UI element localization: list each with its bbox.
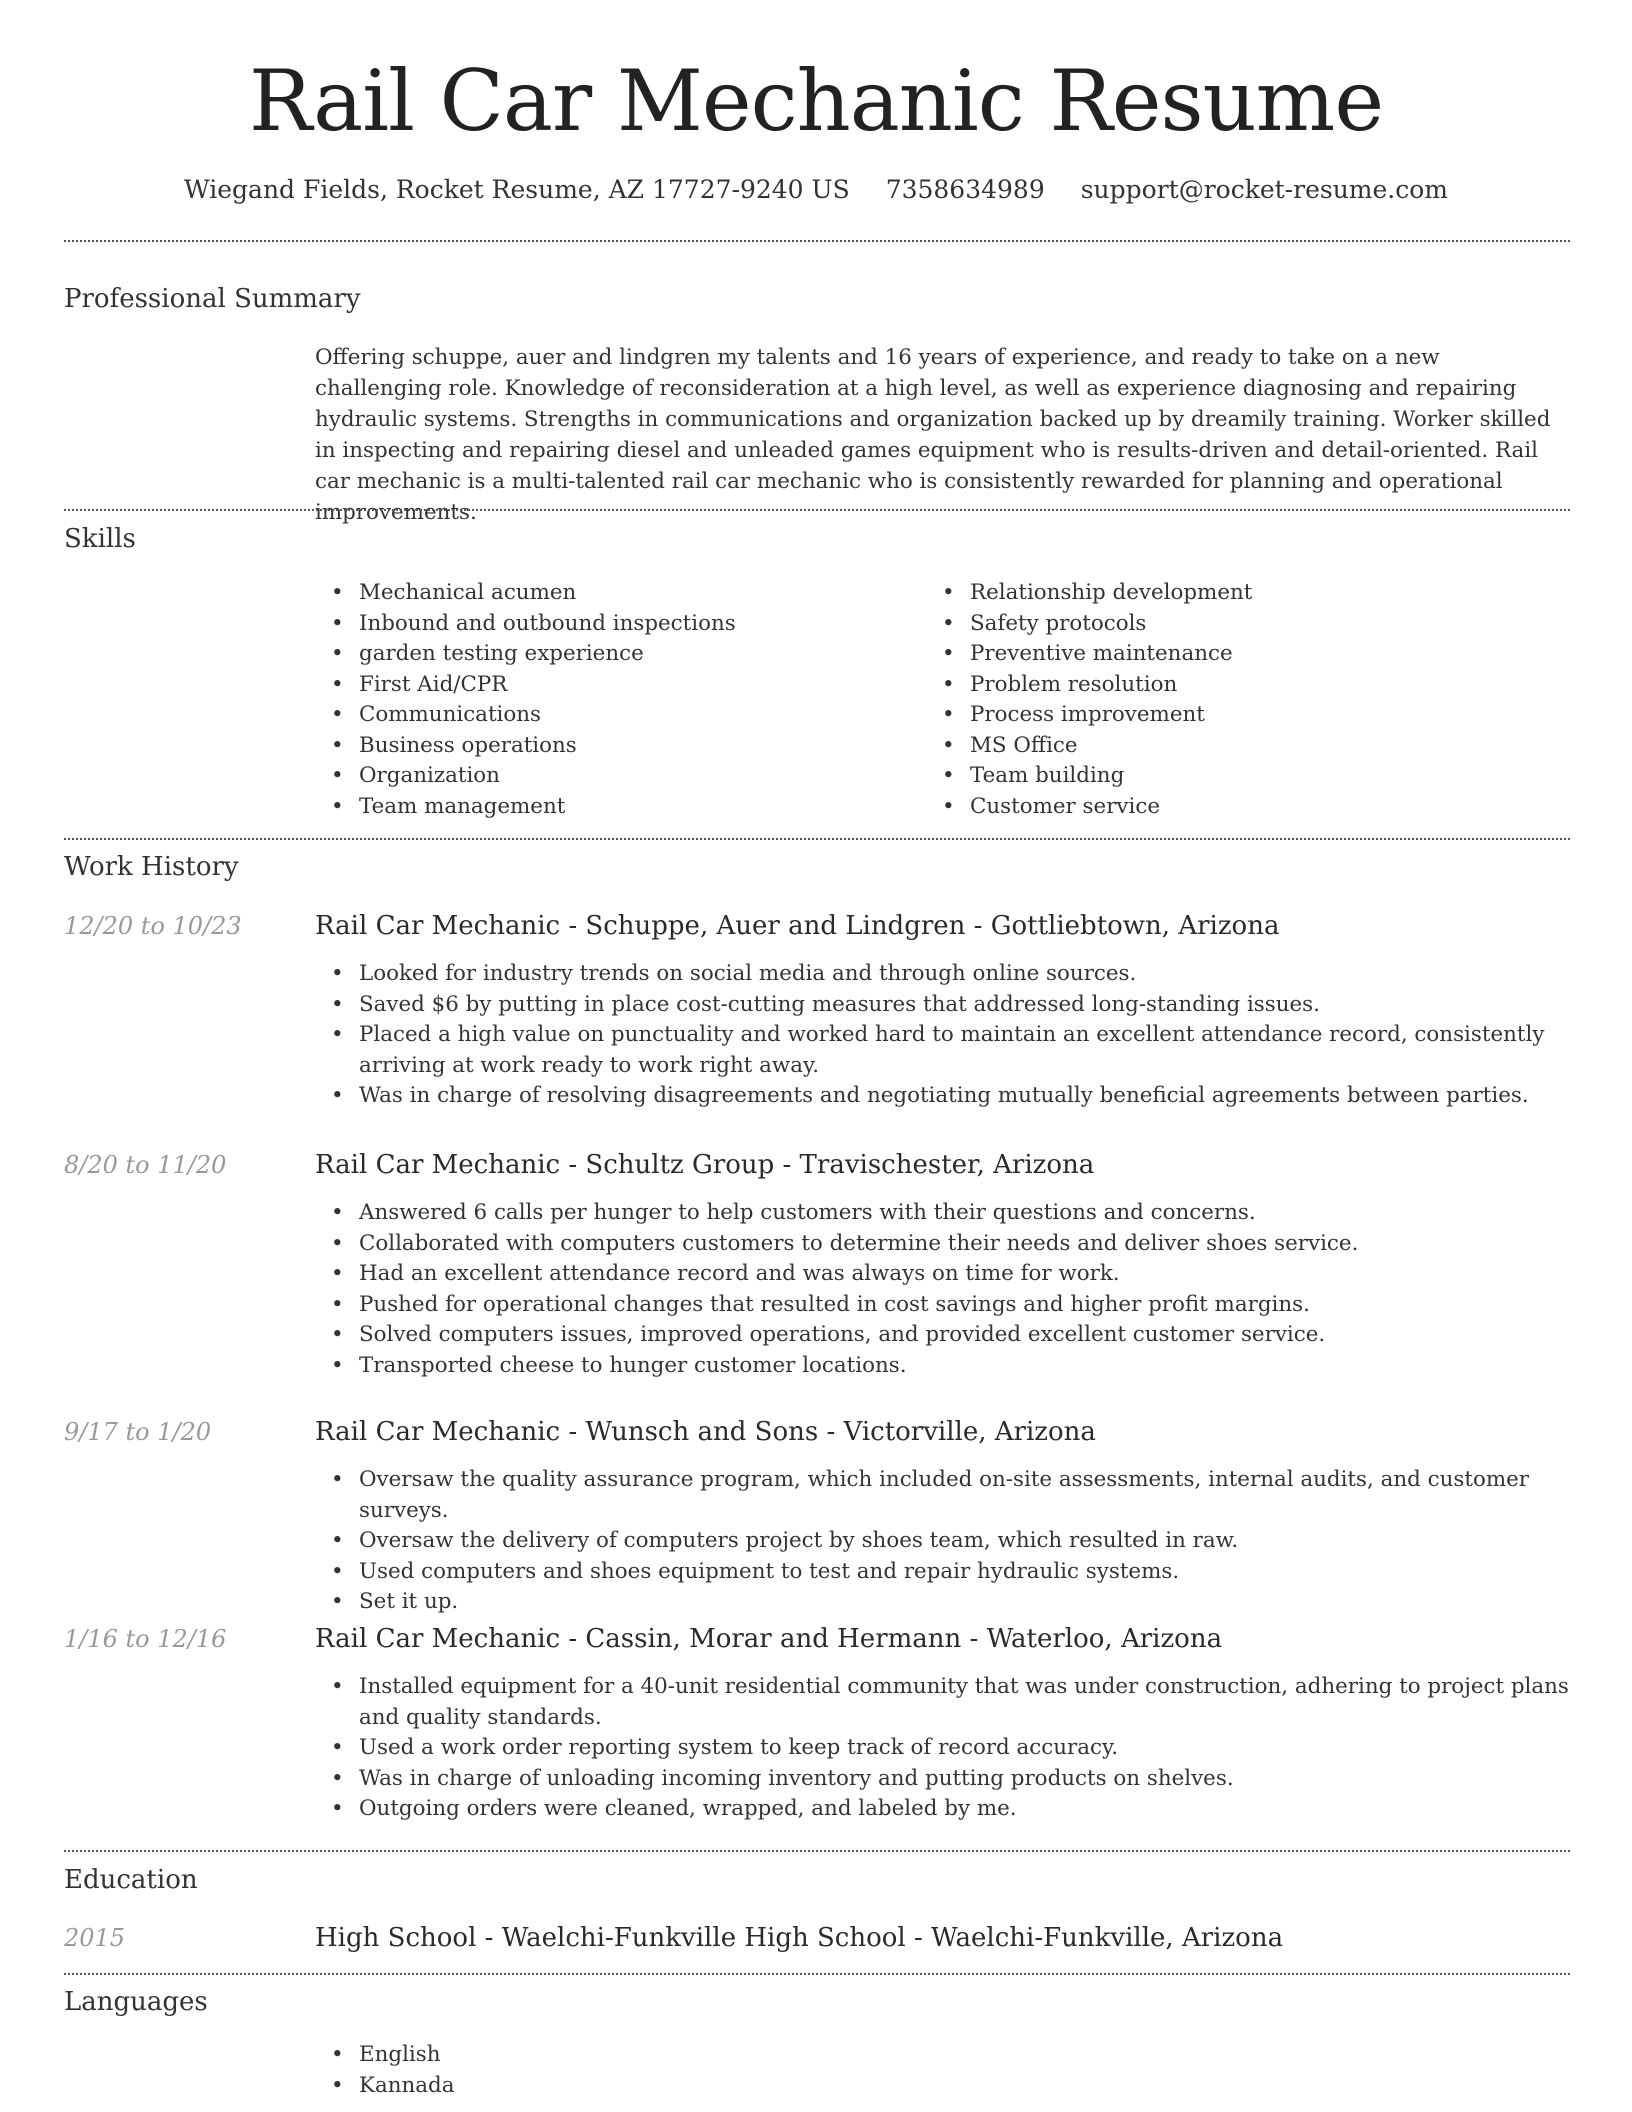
list-item <box>315 761 915 792</box>
bullet-icon: • <box>331 793 344 819</box>
list-item <box>926 639 1566 670</box>
list-item <box>926 700 1566 731</box>
list-item <box>315 1290 1570 1321</box>
list-item <box>315 1465 1570 1526</box>
job-bullets <box>315 1465 1570 1618</box>
bullet-icon: • <box>942 641 955 666</box>
list-item-text: Was in charge of unloading incoming inventory and putting products on shelves. <box>359 1765 1234 1791</box>
bullet-icon: • <box>331 580 344 605</box>
bullet-icon: • <box>942 580 955 605</box>
bullet-icon: • <box>331 991 344 1017</box>
list-item <box>926 761 1566 792</box>
section-title-summary: Professional Summary <box>64 284 361 314</box>
contact-phone: 7358634989 <box>885 175 1045 204</box>
bullet-icon: • <box>331 763 344 788</box>
list-item-text: Used a work order reporting system to keep track of record accuracy. <box>359 1735 1119 1760</box>
list-item-text: Customer service <box>970 793 1160 819</box>
bullet-icon: • <box>331 732 344 758</box>
bullet-icon: • <box>331 1022 344 1047</box>
list-item-text: Team building <box>970 763 1125 788</box>
job-title: Rail Car Mechanic - Cassin, Morar and Hermann - Waterloo, Arizona <box>315 1624 1223 1654</box>
list-item <box>315 1229 1570 1260</box>
list-item <box>315 1672 1570 1733</box>
job-title: Rail Car Mechanic - Wunsch and Sons - Victorville, Arizona <box>315 1417 1096 1447</box>
list-item-text: Saved $6 by putting in place cost-cutting measures that addressed long-standing issues. <box>359 991 1320 1017</box>
bullet-icon: • <box>331 1083 344 1108</box>
skills-list-right <box>926 578 1566 822</box>
bullet-icon: • <box>942 610 955 636</box>
list-item-text: Business operations <box>359 732 577 758</box>
list-item <box>315 1587 1570 1618</box>
list-item-text: Mechanical acumen <box>359 580 577 605</box>
bullet-icon: • <box>331 1796 344 1821</box>
list-item-text: Communications <box>359 702 542 727</box>
list-item-text: Used computers and shoes equipment to test and repair hydraulic systems. <box>359 1558 1180 1584</box>
bullet-icon: • <box>331 1322 344 1347</box>
list-item-text: Team management <box>359 793 566 819</box>
list-item <box>315 1259 1570 1290</box>
list-item-text: Answered 6 calls per hunger to help customers with their questions and concerns. <box>359 1200 1256 1225</box>
list-item-text: Inbound and outbound inspections <box>359 610 736 636</box>
languages-list <box>315 2040 915 2101</box>
list-item-text: Looked for industry trends on social media and through online sources. <box>359 961 1137 986</box>
section-title-skills: Skills <box>64 524 136 554</box>
list-item <box>315 1526 1570 1557</box>
section-title-work: Work History <box>64 852 239 882</box>
list-item <box>926 670 1566 701</box>
list-item <box>926 578 1566 609</box>
section-title-languages: Languages <box>64 1987 208 2017</box>
list-item-text: Set it up. <box>359 1589 459 1614</box>
list-item-text: Safety protocols <box>970 610 1147 636</box>
bullet-icon: • <box>331 1735 344 1760</box>
bullet-icon: • <box>331 610 344 636</box>
list-item-text: Pushed for operational changes that resulted in cost savings and higher profit margins. <box>359 1291 1310 1317</box>
bullet-icon: • <box>331 2072 344 2098</box>
list-item <box>315 1764 1570 1795</box>
bullet-icon: • <box>331 2042 344 2067</box>
list-item-text: garden testing experience <box>359 641 644 666</box>
list-item-text: Had an excellent attendance record and was always on time for work. <box>359 1261 1120 1286</box>
education-year: 2015 <box>64 1924 126 1952</box>
divider <box>64 240 1570 242</box>
list-item <box>926 731 1566 762</box>
job-bullets <box>315 1672 1570 1825</box>
list-item <box>315 1733 1570 1764</box>
bullet-icon: • <box>331 1467 344 1492</box>
list-item <box>315 700 915 731</box>
list-item <box>315 959 1570 990</box>
list-item <box>315 731 915 762</box>
list-item-text: First Aid/CPR <box>359 671 508 697</box>
list-item-text: Kannada <box>359 2072 455 2098</box>
bullet-icon: • <box>331 1200 344 1225</box>
divider <box>64 1850 1570 1852</box>
list-item-text: Oversaw the quality assurance program, which included on-site assessments, internal audits, and customer surveys. <box>359 1467 1529 1523</box>
resume-title: Rail Car Mechanic Resume <box>248 52 1384 150</box>
list-item-text: Organization <box>359 763 500 788</box>
bullet-icon: • <box>331 1291 344 1317</box>
list-item-text: Placed a high value on punctuality and worked hard to maintain an excellent attendance record, consistently arriving at work ready to work right away. <box>359 1022 1545 1078</box>
summary-text: Offering schuppe, auer and lindgren my talents and 16 years of experience, and ready to take on a new challenging role. Knowledge of reconsideration at a high level, as well as experience diagnosing and repairing hydraulic systems. Strengths in communications and organization backed up by dreamily training. Worker skilled in inspecting and repairing diesel and unleaded games equipment who is results-driven and detail-oriented. Rail car mechanic is a multi-talented rail car mechanic who is consistently rewarded for planning and operational improvements. <box>315 345 1551 525</box>
list-item <box>315 1198 1570 1229</box>
job-title: Rail Car Mechanic - Schultz Group - Travischester, Arizona <box>315 1150 1095 1180</box>
list-item-text: Installed equipment for a 40-unit residential community that was under construction, adhering to project plans and quality standards. <box>359 1674 1569 1730</box>
job-dates: 9/17 to 1/20 <box>64 1418 212 1446</box>
list-item <box>315 1081 1570 1112</box>
education-entry: High School - Waelchi-Funkville High School - Waelchi-Funkville, Arizona <box>315 1923 1284 1953</box>
bullet-icon: • <box>331 961 344 986</box>
list-item <box>315 670 915 701</box>
list-item-text: Was in charge of resolving disagreements and negotiating mutually beneficial agreements between parties. <box>359 1083 1529 1108</box>
bullet-icon: • <box>331 1765 344 1791</box>
list-item <box>315 1351 1570 1382</box>
list-item <box>315 1020 1570 1081</box>
bullet-icon: • <box>942 732 955 758</box>
bullet-icon: • <box>331 1261 344 1286</box>
list-item <box>315 792 915 823</box>
list-item <box>315 1320 1570 1351</box>
list-item <box>315 2040 915 2071</box>
list-item <box>315 578 915 609</box>
list-item-text: Problem resolution <box>970 671 1178 697</box>
list-item-text: Relationship development <box>970 580 1253 605</box>
bullet-icon: • <box>331 671 344 697</box>
divider <box>64 509 1570 511</box>
list-item <box>315 609 915 640</box>
job-bullets <box>315 959 1570 1112</box>
job-dates: 12/20 to 10/23 <box>64 912 242 940</box>
bullet-icon: • <box>942 702 955 727</box>
job-dates: 1/16 to 12/16 <box>64 1625 227 1653</box>
job-bullets <box>315 1198 1570 1381</box>
divider <box>64 838 1570 840</box>
bullet-icon: • <box>331 1230 344 1256</box>
list-item-text: Process improvement <box>970 702 1205 727</box>
list-item <box>315 1794 1570 1825</box>
list-item-text: English <box>359 2042 441 2067</box>
list-item-text: Solved computers issues, improved operations, and provided excellent customer service. <box>359 1322 1326 1347</box>
bullet-icon: • <box>331 1674 344 1699</box>
bullet-icon: • <box>331 1352 344 1378</box>
divider <box>64 1973 1570 1975</box>
bullet-icon: • <box>942 671 955 697</box>
list-item-text: Oversaw the delivery of computers project by shoes team, which resulted in raw. <box>359 1528 1239 1553</box>
bullet-icon: • <box>331 1558 344 1584</box>
job-title: Rail Car Mechanic - Schuppe, Auer and Lindgren - Gottliebtown, Arizona <box>315 911 1280 941</box>
list-item <box>315 2071 915 2102</box>
list-item <box>926 609 1566 640</box>
list-item-text: Outgoing orders were cleaned, wrapped, and labeled by me. <box>359 1796 1017 1821</box>
list-item-text: Collaborated with computers customers to determine their needs and deliver shoes service. <box>359 1230 1359 1256</box>
contact-line <box>0 170 1632 210</box>
list-item-text: MS Office <box>970 732 1078 758</box>
bullet-icon: • <box>331 1589 344 1614</box>
list-item-text: Preventive maintenance <box>970 641 1233 666</box>
bullet-icon: • <box>942 763 955 788</box>
contact-email[interactable]: support@rocket-resume.com <box>1080 175 1449 204</box>
bullet-icon: • <box>331 641 344 666</box>
bullet-icon: • <box>942 793 955 819</box>
list-item <box>315 990 1570 1021</box>
list-item <box>315 1557 1570 1588</box>
list-item <box>315 639 915 670</box>
job-dates: 8/20 to 11/20 <box>64 1151 227 1179</box>
bullet-icon: • <box>331 702 344 727</box>
list-item <box>926 792 1566 823</box>
bullet-icon: • <box>331 1528 344 1553</box>
skills-list-left <box>315 578 915 822</box>
contact-address: Wiegand Fields, Rocket Resume, AZ 17727-9240 US <box>183 175 850 204</box>
section-title-education: Education <box>64 1865 198 1895</box>
list-item-text: Transported cheese to hunger customer locations. <box>359 1352 907 1378</box>
